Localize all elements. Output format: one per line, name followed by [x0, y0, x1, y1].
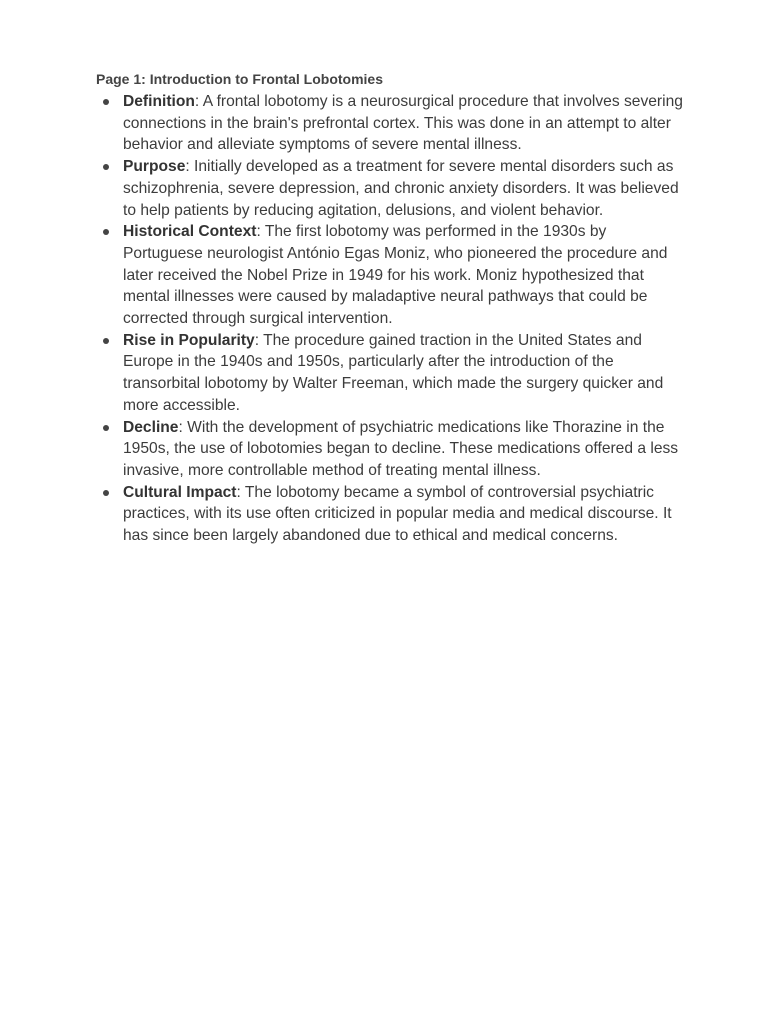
- list-item-purpose: [96, 156, 686, 221]
- bullet-dot-icon: [103, 425, 109, 431]
- list-item-definition: [96, 91, 686, 156]
- item-text: : Initially developed as a treatment for severe mental disorders such as schizophrenia, severe depression, and chronic anxiety disorders. It was believed to help patients by reducing agitation, delusions, and violent behavior.: [123, 158, 679, 219]
- item-term: Cultural Impact: [123, 483, 237, 501]
- bullet-dot-icon: [103, 229, 109, 235]
- item-text: : The lobotomy became a symbol of controversial psychiatric practices, with its use often criticized in popular media and medical discourse. It has since been largely abandoned due to ethical and medical concerns.: [123, 483, 672, 545]
- bullet-dot-icon: [103, 99, 109, 105]
- item-term: Historical Context: [123, 223, 257, 241]
- item-text: : A frontal lobotomy is a neurosurgical procedure that involves severing connections in the brain's prefrontal cortex. This was done in an attempt to alter behavior and alleviate symptoms of severe mental illness.: [123, 93, 683, 154]
- item-text: : With the development of psychiatric medications like Thorazine in the 1950s, the use of lobotomies began to decline. These medications offered a less invasive, more controllable method of treating mental illness.: [123, 418, 679, 479]
- list-item-decline: [96, 417, 686, 482]
- bullet-dot-icon: [103, 490, 109, 496]
- item-term: Rise in Popularity: [123, 331, 255, 349]
- list-item-cultural-impact: [96, 482, 686, 547]
- item-text: : The first lobotomy was performed in the 1930s by Portuguese neurologist António Egas Moniz, who pioneered the procedure and later received the Nobel Prize in 1949 for his work. Moniz hypothesized that mental illnesses were caused by maladaptive neural pathways that could be corrected through surgical intervention.: [123, 223, 668, 328]
- document-page: [96, 69, 686, 547]
- bullet-dot-icon: [103, 338, 109, 344]
- item-term: Decline: [123, 418, 179, 436]
- item-text: : The procedure gained traction in the United States and Europe in the 1940s and 1950s, particularly after the introduction of the transorbital lobotomy by Walter Freeman, which made the surgery quicker and more accessible.: [123, 331, 664, 414]
- bullet-list: [96, 91, 686, 547]
- item-term: Definition: [123, 93, 195, 110]
- list-item-rise-in-popularity: [96, 330, 686, 417]
- page-heading: Page 1: Introduction to Frontal Lobotomies: [96, 71, 383, 87]
- item-term: Purpose: [123, 158, 186, 176]
- bullet-dot-icon: [103, 164, 109, 170]
- list-item-historical-context: [96, 221, 686, 330]
